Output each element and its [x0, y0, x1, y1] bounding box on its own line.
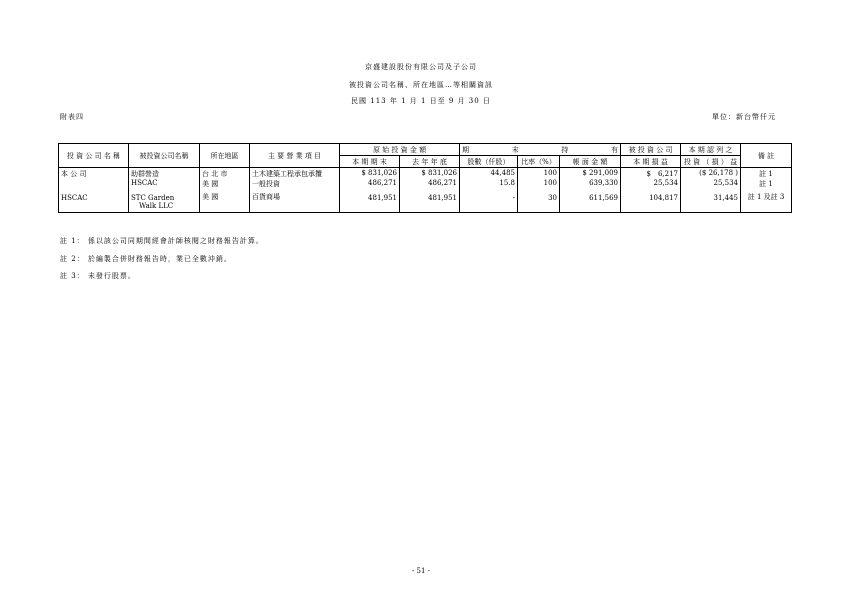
col-investor: 投 資 公 司 名 稱: [59, 144, 129, 168]
cell-investor: HSCAC: [59, 189, 129, 202]
cell-orig-end: 481,951: [340, 189, 400, 202]
table-row: [59, 189, 792, 202]
col-original-investment: 原 始 投 資 金 額: [340, 144, 460, 156]
cell-business: 百貨商場: [250, 189, 340, 202]
cell-location: 美 國: [200, 179, 250, 189]
cell-ratio: 100: [518, 179, 560, 189]
note-2: 註 2： 於編製合併財務報告時，業已全數沖銷。: [60, 255, 232, 263]
col-investee: 被投資公司名稱: [129, 144, 200, 168]
cell-orig-end: $ 831,026: [340, 168, 400, 180]
table-row: [59, 202, 792, 213]
cell-shares: 15.8: [460, 179, 518, 189]
col-recognized-2: 投 資 （ 損 ） 益: [681, 156, 741, 168]
col-shares: 股數（仟股）: [460, 156, 518, 168]
cell-investor: 本 公 司: [59, 168, 129, 180]
col-business: 主 要 營 業 項 目: [250, 144, 340, 168]
report-period: 民國 113 年 1 月 1 日至 9 月 30 日: [351, 97, 491, 105]
cell-investee-cont: Walk LLC: [129, 202, 200, 213]
col-remark: 備 註: [741, 144, 792, 168]
col-recognized: 本 期 認 列 之: [681, 144, 741, 156]
cell-location: 台 北 市: [200, 168, 250, 180]
cell-orig-end: 486,271: [340, 179, 400, 189]
col-ratio: 比率（%）: [518, 156, 560, 168]
cell-business: 土木建築工程承包承攬: [250, 168, 340, 180]
report-title: 被投資公司名稱、所在地區…等相關資訊: [349, 81, 493, 89]
page-number: - 51 -: [411, 567, 431, 575]
col-book: 帳 面 金 額: [560, 156, 621, 168]
cell-investee: HSCAC: [129, 179, 200, 189]
table-row: [59, 179, 792, 189]
cell-orig-prev: 486,271: [400, 179, 460, 189]
note-3: 註 3： 未發行股票。: [60, 272, 136, 280]
investee-table: [58, 143, 792, 213]
cell-investee: 助群營造: [129, 168, 200, 180]
annex-label: 附表四: [60, 113, 84, 121]
cell-orig-prev: 481,951: [400, 189, 460, 202]
cell-remark: 註 1: [741, 179, 792, 189]
cell-pl: 104,817: [621, 189, 681, 202]
cell-ratio: 100: [518, 168, 560, 180]
col-pl-2: 本 期 損 益: [621, 156, 681, 168]
cell-location: 美 國: [200, 189, 250, 202]
col-orig-prev: 去 年 年 底: [400, 156, 460, 168]
cell-ratio: 30: [518, 189, 560, 202]
cell-shares: -: [460, 189, 518, 202]
cell-remark: 註 1: [741, 168, 792, 180]
col-location: 所在地區: [200, 144, 250, 168]
cell-book: 611,569: [560, 189, 621, 202]
col-investee-pl: 被 投 資 公 司: [621, 144, 681, 156]
cell-book: 639,330: [560, 179, 621, 189]
cell-recognized: ($ 26,178 ): [681, 168, 741, 180]
cell-pl: $ 6,217: [621, 168, 681, 180]
cell-recognized: 31,445: [681, 189, 741, 202]
unit-label: 單位：新台幣仟元: [712, 113, 776, 121]
cell-business: 一般投資: [250, 179, 340, 189]
cell-investor: [59, 179, 129, 189]
col-holding: 期 末 持 有: [460, 144, 621, 156]
cell-remark: 註 1 及註 3: [741, 189, 792, 202]
cell-investee: STC Garden: [129, 189, 200, 202]
table-row: [59, 168, 792, 180]
col-orig-end: 本 期 期 末: [340, 156, 400, 168]
cell-shares: 44,485: [460, 168, 518, 180]
cell-book: $ 291,009: [560, 168, 621, 180]
cell-recognized: 25,534: [681, 179, 741, 189]
note-1: 註 1： 係以該公司同期間經會計師核閱之財務報告計算。: [60, 237, 264, 245]
cell-pl: 25,534: [621, 179, 681, 189]
company-title: 京盛建設股份有限公司及子公司: [365, 63, 477, 71]
cell-orig-prev: $ 831,026: [400, 168, 460, 180]
